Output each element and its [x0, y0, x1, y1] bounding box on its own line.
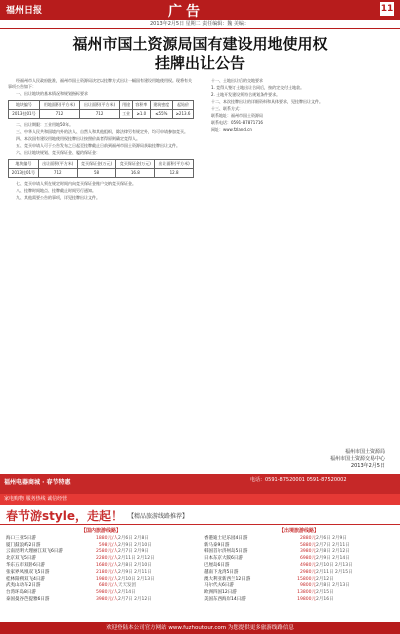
paragraph: 五、竞买申请人可于公告发布之日起至挂牌截止日前到福州市国土资源局获取挂牌出让文件。	[16, 143, 180, 148]
ad-title: 福州电器商城 · 春节特惠	[4, 479, 71, 486]
tour-price: 6980元	[300, 556, 316, 562]
table-header: 出让面积(平方米)	[80, 101, 120, 110]
table-header: 地块编号	[9, 101, 40, 110]
ad-strip: 家电购物 服务热线 诚信经营	[0, 494, 400, 505]
table-cell: ≥1.0	[133, 110, 151, 119]
newspaper-header	[0, 0, 400, 20]
tour-row	[6, 556, 196, 563]
travel-promo-header	[0, 505, 400, 525]
tour-dates: 2月8日 2月10日	[118, 562, 152, 568]
tour-name: 华东五市双卧6日游	[6, 562, 45, 568]
signature-block	[330, 449, 385, 470]
deposit-table	[8, 159, 194, 178]
tour-name: 武夷山动车2日游	[6, 583, 41, 589]
tour-name: 欧洲四国12日游	[204, 590, 237, 596]
paragraph: 八、挂牌时间地点、挂牌截止时间另行通知。	[16, 188, 96, 193]
domestic-tour-list	[6, 528, 196, 604]
tour-name: 巴厘岛6日游	[204, 562, 230, 568]
paragraph: 九、其他需要公告的事项，详见挂牌出让文件。	[16, 195, 100, 200]
table-cell: 58	[77, 169, 116, 178]
footer-banner: 欢迎登陆本公司官方网站 www.fuzhoutour.com 为您提供更多旅游线路信息	[0, 622, 400, 634]
tour-dates: 2月15日	[316, 590, 334, 596]
paragraph: 1. 竞得人签订土地出让合同后，按约定交付土地款。	[211, 85, 305, 90]
tour-name: 云南昆明大理丽江双飞6日游	[6, 549, 63, 555]
tour-name: 澳大利亚新西兰12日游	[204, 576, 251, 582]
tour-name: 北京双飞5日游	[6, 556, 36, 562]
tour-dates: 2月11日 2月15日	[316, 569, 353, 575]
announcement-title	[0, 35, 400, 73]
tour-name: 马尔代夫6日游	[204, 583, 234, 589]
tour-name: 日本东京大阪6日游	[204, 556, 243, 562]
paragraph: 三、中华人民共和国境内外的法人、自然人和其他组织，除法律另有规定外，均可申请参加竞买。	[16, 129, 188, 134]
table-header: 建筑密度	[150, 101, 172, 110]
tour-price: 5980元/人	[96, 590, 118, 596]
right-column	[203, 78, 393, 472]
paragraph: 六、出让地块规划、竞买保证金、履约保证金：	[16, 150, 100, 155]
promo-slogan: 春节游style，走起！	[6, 509, 123, 523]
tour-dates: 2月16日	[316, 596, 334, 602]
tour-row	[204, 563, 394, 570]
tour-row	[6, 597, 196, 604]
tour-price: 9800元	[300, 583, 316, 589]
paragraph: 七、竞买申请人须在规定时间内向竞买保证金账户交纳竞买保证金。	[16, 181, 136, 186]
tour-dates: 2月9日 2月14日	[316, 556, 350, 562]
tour-dates: 2月7日 2月9日	[118, 549, 149, 555]
table-cell: 12.8	[155, 169, 194, 178]
tour-price: 1680元/人	[96, 562, 118, 568]
table-header: 地块编号	[9, 160, 39, 169]
tour-name: 海口三亚5日游	[6, 535, 36, 541]
tour-dates: 2月8日 2月13日	[316, 583, 350, 589]
tour-price: 19800元	[297, 596, 316, 602]
title-line-1: 福州市国土资源局国有建设用地使用权	[72, 35, 328, 53]
tour-dates: 天天发团	[118, 583, 136, 589]
tour-name: 新马泰9日游	[204, 542, 230, 548]
table-header: 容积率	[133, 101, 151, 110]
table-cell: 712	[80, 110, 120, 119]
tour-name: 韩国首尔济州岛5日游	[204, 549, 248, 555]
tour-name: 厦门鼓浪屿2日游	[6, 542, 41, 548]
tour-dates: 2月10日 2月13日	[316, 562, 353, 568]
tour-dates: 2月6日 2月9日	[316, 535, 347, 541]
tour-row	[204, 597, 394, 604]
tour-price: 2280元/人	[96, 556, 118, 562]
table-header: 出让面积(平方米)	[155, 160, 194, 169]
signature-date: 2013年2月5日	[350, 463, 385, 469]
issue-date: 2013年2月5日 星期二 责任编辑：魏 美编：	[150, 21, 249, 27]
tour-price: 5880元	[300, 542, 316, 548]
paragraph: 四、本次国有建设用地使用权挂牌出让按照价高者得原则确定竞得人。	[16, 136, 140, 141]
list-heading: 【国内旅游线路】	[80, 528, 121, 534]
contact-phone: 联系电话：0591-87871716	[211, 120, 263, 125]
tour-price: 680元/人	[98, 583, 118, 589]
table-cell: 712	[38, 169, 77, 178]
tour-price: 2580元/人	[96, 549, 118, 555]
tour-dates: 2月12日	[316, 576, 334, 582]
paragraph: 十一、土地出让后的交地要求	[211, 78, 263, 83]
tour-price: 598元/人	[98, 542, 118, 548]
table-header: 用地面积(平方米)	[39, 101, 79, 110]
table-header: 竞买保证金(万元)	[116, 160, 155, 169]
table-header: 竞买保证金(万元)	[77, 160, 116, 169]
table-header: 起始价	[172, 101, 193, 110]
contact-address: 联系地址：福州市国土资源局	[211, 113, 263, 118]
newspaper-logo: 福州日报	[6, 6, 43, 16]
tour-price: 1880元/人	[96, 535, 118, 541]
tour-row	[6, 590, 196, 597]
table-header: 出让面积(平方米)	[38, 160, 77, 169]
ad-contact: 电话：0591-87520001 0591-87520002	[250, 477, 347, 483]
table-header: 用途	[120, 101, 133, 110]
contact-website: 网址：www.fzland.cn	[211, 127, 252, 132]
tour-price: 2180元/人	[96, 569, 118, 575]
section-label: 广告	[168, 4, 204, 20]
issue-bar	[0, 20, 400, 29]
promo-subtitle: 【精品旅游线路推荐】	[128, 513, 189, 520]
tour-row	[204, 536, 394, 543]
tour-dates: 2月10日 2月13日	[118, 576, 155, 582]
tour-dates: 2月11日 2月12日	[118, 556, 155, 562]
page-number: 11	[380, 4, 394, 14]
table-cell: 2013挂01号	[9, 169, 39, 178]
paragraph: 二、出让期限：工业用地50年。	[16, 122, 74, 127]
tour-dates: 2月6日 2月8日	[118, 535, 149, 541]
tour-name: 越南下龙湾5日游	[204, 569, 239, 575]
tour-row	[6, 570, 196, 577]
tour-price: 3980元	[300, 549, 316, 555]
table-cell: 工业	[120, 110, 133, 119]
tour-price: 2980元	[300, 569, 316, 575]
table-row	[9, 169, 194, 178]
electronics-ad-banner	[0, 474, 400, 494]
paragraph: 一、出让地块的基本情况和规划指标要求	[16, 91, 88, 96]
table-cell: ≤55%	[150, 110, 172, 119]
tour-row	[6, 536, 196, 543]
tour-price: 3980元/人	[96, 596, 118, 602]
table-row	[9, 110, 194, 119]
table-cell: 2013挂01号	[9, 110, 40, 119]
tour-row	[204, 590, 394, 597]
signature-sub: 福州市国土资源交易中心	[329, 456, 385, 462]
left-column	[8, 78, 194, 472]
paragraph: 十三、联系方式：	[211, 106, 243, 111]
title-line-2: 挂牌出让公告	[154, 54, 245, 72]
tour-name: 美国东西海岸14日游	[204, 596, 246, 602]
tour-dates: 2月14日	[118, 590, 136, 596]
tour-name: 香港迪士尼乐园4日游	[204, 535, 248, 541]
tour-dates: 2月9日 2月10日	[118, 542, 152, 548]
tour-name: 泰国曼谷芭提雅6日游	[6, 596, 50, 602]
tour-price: 4980元	[300, 562, 316, 568]
tour-row	[6, 563, 196, 570]
tour-dates: 2月7日 2月11日	[316, 542, 350, 548]
paragraph: 十二、本次挂牌出让的详细资料和具体要求，见挂牌出让文件。	[211, 99, 323, 104]
tour-price: 1980元/人	[96, 576, 118, 582]
tour-name: 桂林阳朔双飞4日游	[6, 576, 45, 582]
tour-row	[204, 556, 394, 563]
table-cell: ≥213.6	[172, 110, 193, 119]
tour-row	[204, 570, 394, 577]
list-heading: 【出境旅游线路】	[278, 528, 319, 534]
tour-price: 2880元	[300, 535, 316, 541]
paragraph: 经福州市人民政府批准，福州市国土资源局决定以挂牌方式出让一幅国有建设用地使用权。现将有关事项公告如下：	[8, 78, 192, 89]
paragraph: 2. 土地开发建设须符合规划条件要求。	[211, 92, 281, 97]
tour-price: 13800元	[297, 590, 316, 596]
signature-org: 福州市国土资源局	[344, 449, 385, 455]
outbound-tour-list	[204, 528, 394, 604]
tour-name: 台湾环岛8日游	[6, 590, 36, 596]
table-cell: 712	[39, 110, 79, 119]
tour-name: 张家界凤凰双飞5日游	[6, 569, 50, 575]
table-cell: 16.8	[116, 169, 155, 178]
land-parcel-table	[8, 100, 194, 119]
tour-dates: 2月9日 2月11日	[118, 569, 152, 575]
tour-price: 15800元	[297, 576, 316, 582]
tour-dates: 2月7日 2月12日	[118, 596, 152, 602]
tour-dates: 2月8日 2月12日	[316, 549, 350, 555]
